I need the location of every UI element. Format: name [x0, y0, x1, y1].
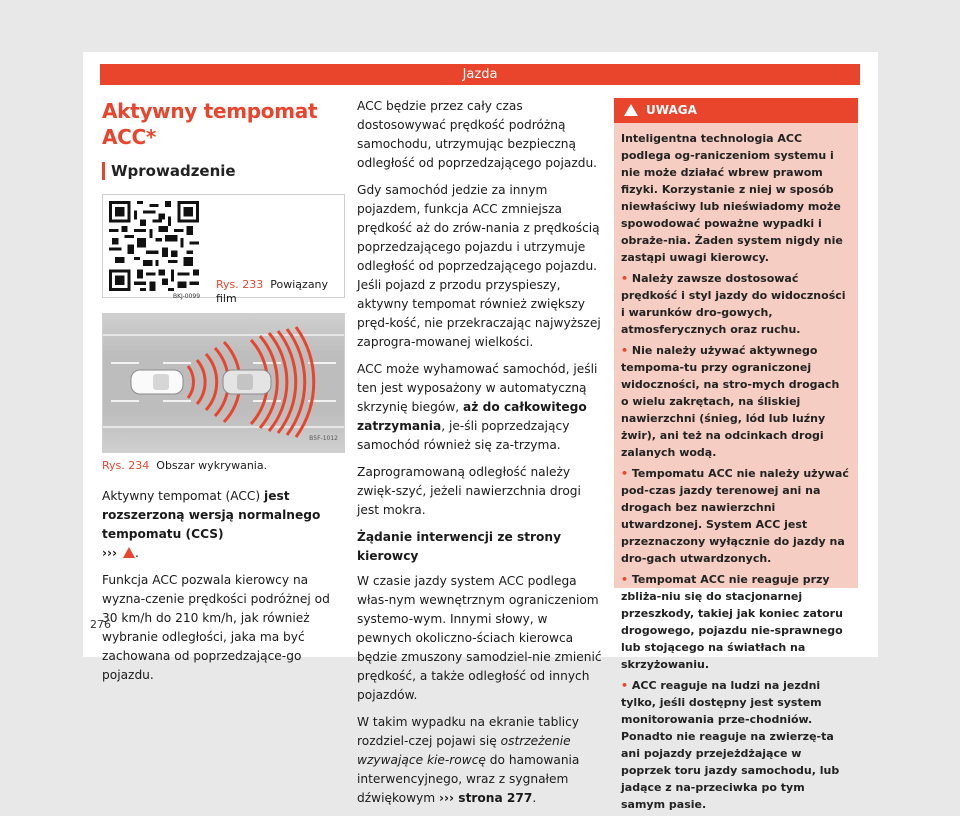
- paragraph-text: .: [532, 791, 537, 805]
- warning-bullet-text: Tempomat ACC nie reaguje przy zbliża-niu się do stacjonarnej przeszkody, takiej jak koniec zatoru drogowego, pojazdu nie-sprawnego lub stojącego na światłach na skrzyżowaniu.: [621, 573, 843, 671]
- paragraph: [357, 360, 602, 455]
- section-header: Jazda: [100, 64, 860, 85]
- figure-number: Rys. 233: [216, 278, 264, 291]
- warning-triangle-icon[interactable]: [123, 547, 135, 558]
- warning-reference-link[interactable]: ›››: [102, 546, 118, 560]
- page-title: Aktywny tempomat ACC*: [102, 99, 318, 149]
- paragraph-bold-text: aż do całkowitego zatrzymania: [357, 400, 587, 433]
- figure-caption-text: Obszar wykrywania.: [156, 459, 268, 472]
- figure-caption: [102, 459, 345, 473]
- section-subtitle: Wprowadzenie: [102, 162, 345, 180]
- section-heading: Żądanie interwencji ze strony kierowcy: [357, 530, 562, 563]
- paragraph: ACC będzie przez cały czas dostosowywać prędkość podróżną samochodu, utrzymując bezpieczną odległość od poprzedzającego pojazdu.: [357, 99, 598, 170]
- warning-bullet: [621, 571, 850, 673]
- qr-code-icon[interactable]: [109, 201, 199, 291]
- paragraph-text: do hamowania interwencyjnego, wraz z sygnałem dźwiękowym: [357, 753, 580, 805]
- warning-bullet: [621, 270, 850, 338]
- paragraph: [357, 713, 602, 808]
- warning-bullet: [621, 342, 850, 461]
- warning-bullet-text: Nie należy używać aktywnego tempoma-tu przy ograniczonej widoczności, na stro-mych drogach o wielu zakrętach, na śliskiej nawierzchni (śnieg, lód lub luźny żwir), ani też na odcinkach drogi zalanych wodą.: [621, 344, 840, 459]
- paragraph-text: W takim wypadku na ekranie tablicy rozdziel-czej pojawi się: [357, 715, 580, 748]
- figure-code: B5F-1012: [309, 435, 338, 442]
- warning-bullet-text: ACC reaguje na ludzi na jezdni tylko, jeśli dostępny jest system monitorowania prze-chodniów. Ponadto nie reaguje na zwierzę-ta ani pojazdy przejeżdżające w poprzek toru jazdy samochodu, lub jadące z na-przeciwka po tym samym pasie.: [621, 679, 840, 811]
- bullet-icon: •: [621, 344, 629, 357]
- preceding-car-icon: [223, 370, 271, 394]
- page-reference-link[interactable]: ››› strona 277: [439, 791, 533, 805]
- paragraph: Zaprogramowaną odległość należy zwięk-szyć, jeżeli nawierzchnia drogi jest mokra.: [357, 465, 581, 517]
- figure-related-video: [102, 194, 345, 305]
- paragraph-italic-text: ostrzeżenie wzywające kie-rowcę: [357, 734, 571, 767]
- bullet-icon: •: [621, 573, 629, 586]
- page-number: 276: [90, 618, 111, 631]
- figure-code: BKJ-0099: [173, 293, 201, 300]
- warning-box: [614, 98, 858, 811]
- warning-bullet-text: Tempomatu ACC nie należy używać pod-czas jazdy terenowej ani na drogach bez nawierzchni utwardzonej. System ACC jest przeznaczony wyłącznie do jazdy na dro-gach utwardzonych.: [621, 467, 849, 565]
- warning-header: [614, 98, 858, 123]
- warning-triangle-icon: [624, 104, 638, 116]
- figure-detection-area: [102, 313, 345, 453]
- paragraph: Gdy samochód jedzie za innym pojazdem, funkcja ACC zmniejsza prędkość aż do zrów-nania z prędkością poprzedzającego pojazdu i utrzymuje odległość od poprzedzającego pojazdu. Jeśli pojazd z przodu przyspieszy, aktywny tempomat również zwiększy pręd-kość, nie przekraczając najwyższej zaprogra-mowanej wielkości.: [357, 183, 601, 349]
- left-column: [102, 98, 345, 693]
- figure-caption-text: Powiązany film: [216, 278, 329, 305]
- paragraph: W czasie jazdy system ACC podlega włas-nym wewnętrznym ograniczeniom systemo-wym. Innymi słowy, w pewnych okoliczno-ściach kierowca będzie zmuszony samodziel-nie zmienić prędkość, a także odległość od innych pojazdów.: [357, 574, 602, 702]
- paragraph-text: , je-śli poprzedzający samochód również się za-trzyma.: [357, 419, 570, 452]
- warning-bullet-text: Należy zawsze dostosować prędkość i styl jazdy do widoczności i warunków dro-gowych, atmosferycznych oraz ruchu.: [621, 272, 846, 336]
- intro-paragraph: Aktywny tempomat (ACC) jest rozszerzoną wersją normalnego tempomatu (CCS) ››› .: [102, 489, 321, 560]
- acc-radar-illustration: [103, 314, 344, 452]
- bullet-icon: •: [621, 679, 629, 692]
- paragraph: Funkcja ACC pozwala kierowcy na wyzna-czenie prędkości podróżnej od 30 km/h do 210 km/h, jak również wybranie odległości, jaka ma być zachowana od poprzedzające-go pojazdu.: [102, 573, 330, 682]
- warning-bullet: [621, 677, 850, 813]
- figure-number: Rys. 234: [102, 459, 150, 472]
- right-column: [614, 98, 858, 811]
- warning-intro: Inteligentna technologia ACC podlega og-raniczeniom systemu i nie może działać wbrew prawom fizyki. Korzystanie z niej w sposób niewłaściwy lub nieświadomy może spowodować poważne wypadki i obraże-nia. Żaden system nigdy nie zastąpi uwagi kierowcy.: [621, 132, 843, 264]
- bullet-icon: •: [621, 467, 629, 480]
- warning-label: UWAGA: [646, 103, 697, 117]
- bullet-icon: •: [621, 272, 629, 285]
- middle-column: [357, 97, 602, 816]
- intro-bold-text: jest rozszerzoną wersją normalnego tempomatu (CCS): [102, 489, 321, 541]
- intro-text: Aktywny tempomat (ACC): [102, 489, 265, 503]
- own-car-icon: [131, 370, 183, 394]
- figure-caption: [216, 278, 344, 306]
- paragraph-text: ACC może wyhamować samochód, jeśli ten jest wyposażony w automatyczną skrzynię biegów,: [357, 362, 598, 414]
- warning-bullet: [621, 465, 850, 567]
- warning-body: [614, 123, 858, 813]
